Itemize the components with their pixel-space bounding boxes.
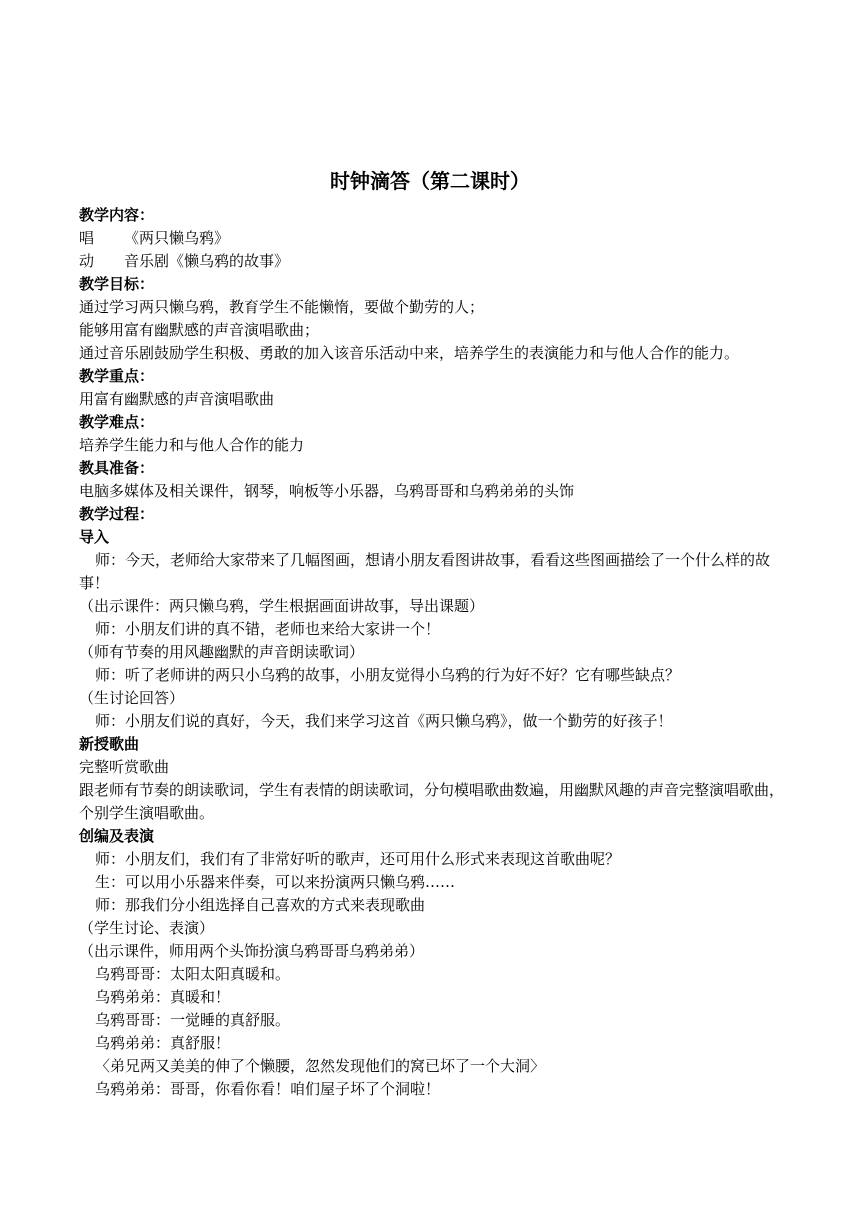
stage-direction: 〈弟兄两又美美的伸了个懒腰，忽然发现他们的窝已坏了一个大洞〉	[95, 1057, 546, 1075]
section-heading-goals: 教学目标：	[79, 275, 155, 293]
dialogue-line: 乌鸦弟弟：真暖和！	[95, 988, 231, 1006]
dialogue-line: 乌鸦哥哥：一觉睡的真舒服。	[95, 1011, 291, 1029]
item-label: 唱	[79, 229, 95, 247]
paragraph: 师：小朋友们，我们有了非常好听的歌声，还可用什么形式来表现这首歌曲呢？	[95, 850, 621, 868]
key-text: 用富有幽默感的声音演唱歌曲	[79, 390, 275, 408]
section-heading-difficulty: 教学难点：	[79, 413, 155, 431]
section-heading-process: 教学过程：	[79, 505, 155, 523]
paragraph: 师：今天，老师给大家带来了几幅图画，想请小朋友看图讲故事，看看这些图画描绘了一个什么样的故事！	[79, 551, 771, 592]
page-title: 时钟滴答（第二课时）	[330, 169, 530, 193]
paragraph: 完整听赏歌曲	[79, 758, 170, 776]
paragraph: 跟老师有节奏的朗读歌词，学生有表情的朗读歌词，分句模唱歌曲数遍，用幽默风趣的声音完整演唱歌曲，个别学生演唱歌曲。	[79, 781, 785, 822]
goal-item: 通过学习两只懒乌鸦，教育学生不能懒惰，要做个勤劳的人；	[79, 298, 485, 316]
subsection-heading-new-song: 新授歌曲	[79, 735, 140, 753]
item-text: 《两只懒乌鸦》	[124, 229, 230, 247]
paragraph: （生讨论回答）	[79, 689, 185, 707]
paragraph: 师：那我们分小组选择自己喜欢的方式来表现歌曲	[95, 896, 426, 914]
difficulty-text: 培养学生能力和与他人合作的能力	[79, 436, 305, 454]
item-label: 动	[79, 252, 95, 270]
dialogue-line: 乌鸦哥哥：太阳太阳真暖和。	[95, 965, 291, 983]
section-heading-tools: 教具准备：	[79, 459, 155, 477]
item-text: 音乐剧《懒乌鸦的故事》	[124, 252, 290, 270]
content-item-move	[79, 250, 785, 273]
content-item-sing	[79, 227, 785, 250]
paragraph: （学生讨论、表演）	[79, 919, 215, 937]
section-heading-key: 教学重点：	[79, 367, 155, 385]
dialogue-line: 乌鸦弟弟：真舒服！	[95, 1034, 231, 1052]
paragraph: 生：可以用小乐器来伴奏，可以来扮演两只懒乌鸦……	[95, 873, 456, 891]
paragraph: （师有节奏的用风趣幽默的声音朗读歌词）	[79, 643, 365, 661]
paragraph: （出示课件，师用两个头饰扮演乌鸦哥哥乌鸦弟弟）	[79, 942, 425, 960]
dialogue-line: 乌鸦弟弟：哥哥，你看你看！咱们屋子坏了个洞啦！	[95, 1080, 441, 1098]
section-heading-content: 教学内容：	[79, 206, 155, 224]
tools-text: 电脑多媒体及相关课件，钢琴，响板等小乐器，乌鸦哥哥和乌鸦弟弟的头饰	[79, 482, 575, 500]
goal-item: 通过音乐剧鼓励学生积极、勇敢的加入该音乐活动中来，培养学生的表演能力和与他人合作的能力。	[79, 344, 740, 362]
paragraph: 师：小朋友们说的真好，今天，我们来学习这首《两只懒乌鸦》，做一个勤劳的好孩子！	[95, 712, 673, 730]
subsection-heading-intro: 导入	[79, 528, 110, 546]
subsection-heading-create: 创编及表演	[79, 827, 155, 845]
paragraph: （出示课件：两只懒乌鸦，学生根据画面讲故事，导出课题）	[79, 597, 485, 615]
goal-item: 能够用富有幽默感的声音演唱歌曲；	[79, 321, 320, 339]
paragraph: 师：小朋友们讲的真不错，老师也来给大家讲一个！	[95, 620, 441, 638]
paragraph: 师：听了老师讲的两只小乌鸦的故事，小朋友觉得小乌鸦的行为好不好？它有哪些缺点？	[95, 666, 681, 684]
document-body	[79, 204, 785, 1101]
